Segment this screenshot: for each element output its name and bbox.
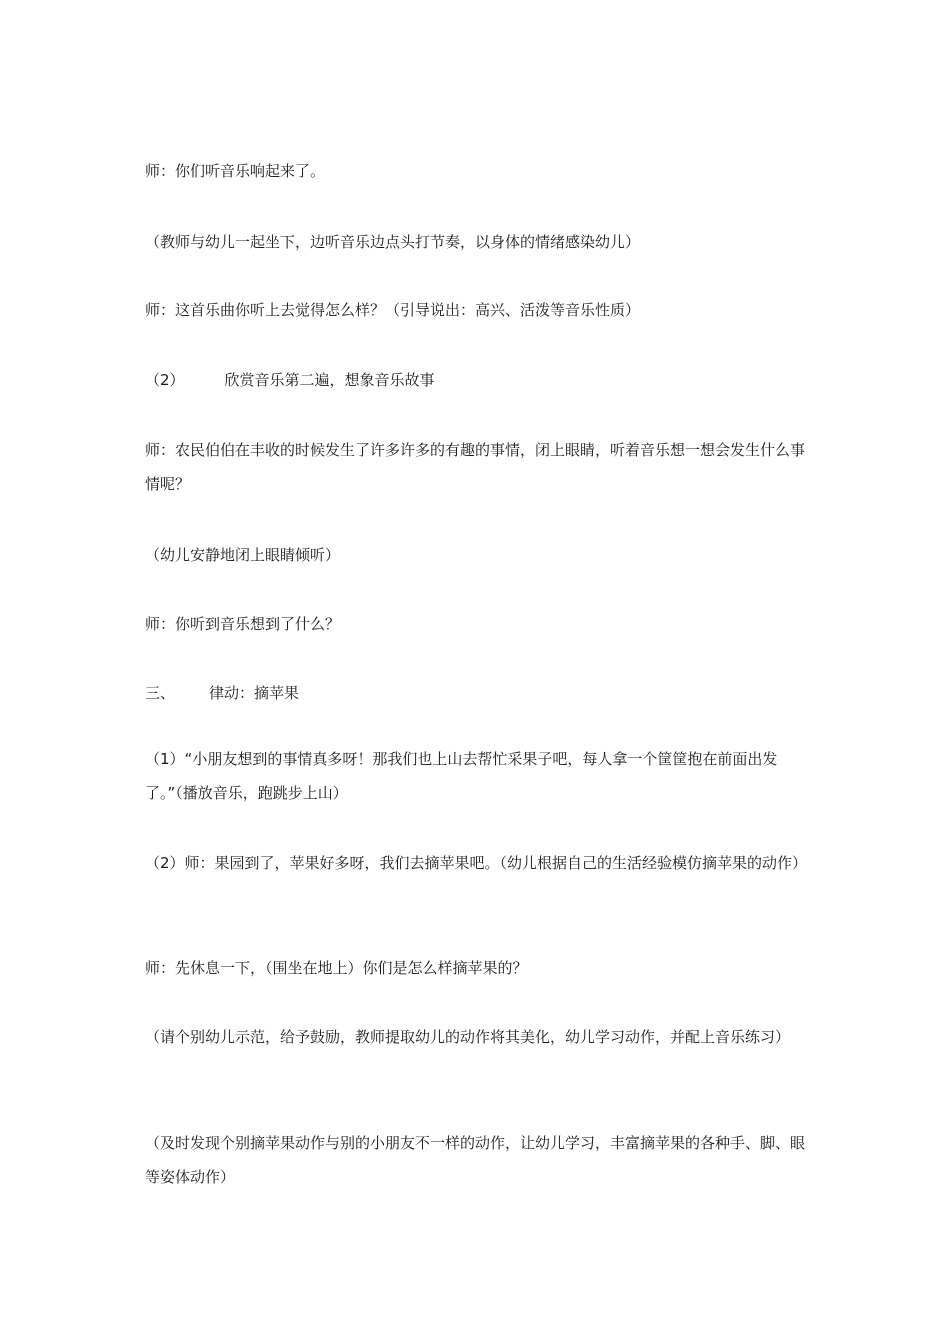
- paragraph-how-does-it-sound: 师：这首乐曲你听上去觉得怎么样？（引导说出：高兴、活泼等音乐性质）: [145, 301, 641, 319]
- section-title: 欣赏音乐第二遍，想象音乐故事: [224, 371, 435, 389]
- paragraph-sit-and-tap: （教师与幼儿一起坐下，边听音乐边点头打节奏，以身体的情绪感染幼儿）: [145, 233, 641, 251]
- paragraph-step-1-go-up-hill: （1）“小朋友想到的事情真多呀！那我们也上山去帮忙采果子吧，每人拿一个筐筐抱在前面出发了。”（播放音乐，跑跳步上山）: [145, 750, 778, 802]
- paragraph-what-did-you-imagine: 师：你听到音乐想到了什么？: [145, 615, 341, 633]
- paragraph-demonstrate-and-practice: （请个别幼儿示范，给予鼓励，教师提取幼儿的动作将其美化，幼儿学习动作，并配上音乐练习）: [145, 1028, 791, 1046]
- section-heading-second-listen: [145, 363, 813, 397]
- paragraph-teacher-music-starts: 师：你们听音乐响起来了。: [145, 162, 326, 180]
- section-number: （2）: [145, 371, 185, 389]
- paragraph-children-listen: （幼儿安静地闭上眼睛倾听）: [145, 546, 341, 564]
- paragraph-step-2-orchard: （2）师：果园到了，苹果好多呀，我们去摘苹果吧。（幼儿根据自己的生活经验模仿摘苹果的动作）: [145, 854, 808, 872]
- section-title: 律动：摘苹果: [209, 684, 300, 702]
- section-heading-picking-apples: [145, 676, 813, 710]
- section-number: 三、: [145, 684, 176, 702]
- paragraph-farmer-harvest: 师：农民伯伯在丰收的时候发生了许多许多的有趣的事情，闭上眼睛，听着音乐想一想会发生什么事情呢？: [145, 441, 806, 493]
- paragraph-enrich-movements: （及时发现个别摘苹果动作与别的小朋友不一样的动作，让幼儿学习，丰富摘苹果的各种手、脚、眼等姿体动作）: [145, 1134, 806, 1186]
- paragraph-rest-and-discuss: 师：先休息一下，（围坐在地上）你们是怎么样摘苹果的？: [145, 959, 528, 977]
